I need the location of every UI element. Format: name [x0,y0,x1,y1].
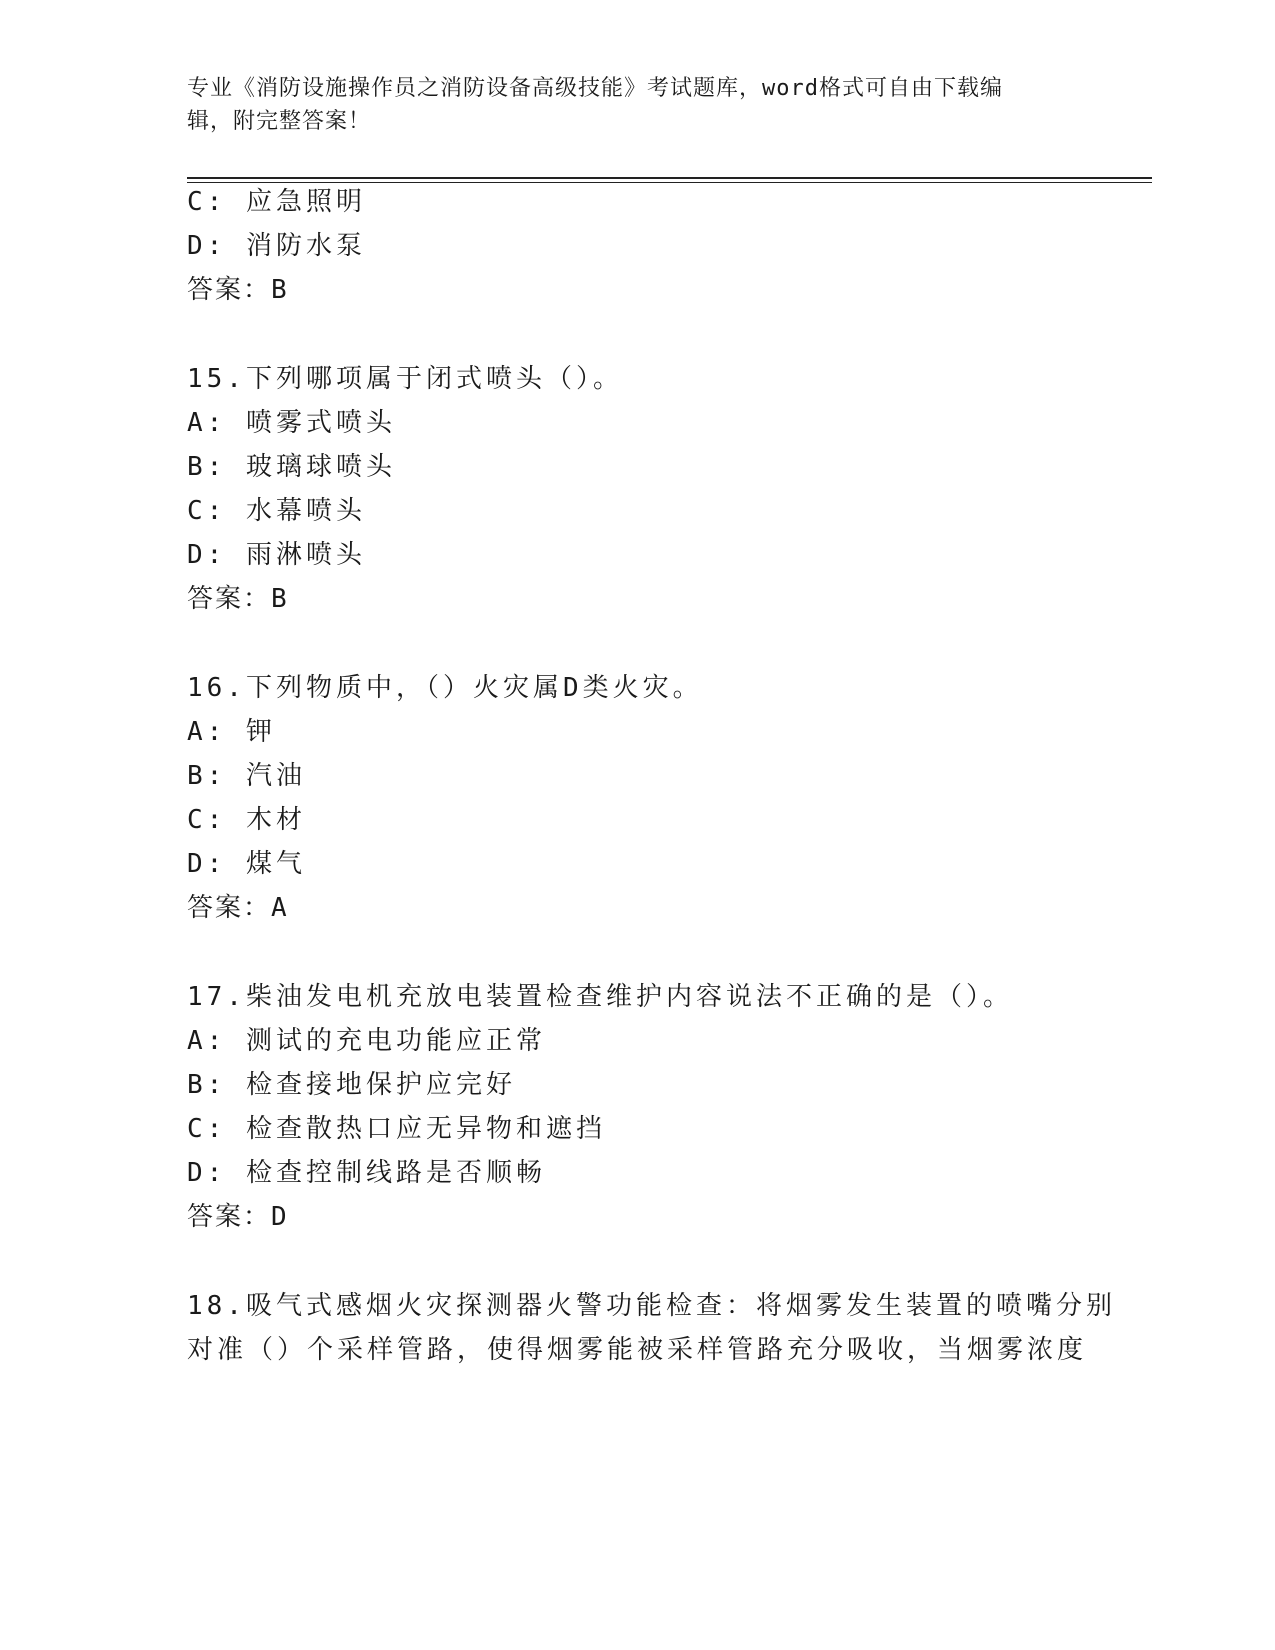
option-b: B: 检查接地保护应完好 [187,1070,516,1100]
header-line-2: 辑，附完整答案！ [187,109,372,134]
question-16: 16.下列物质中，（）火灾属D类火灾。 [187,673,703,703]
question-15: 15.下列哪项属于闭式喷头（）。 [187,364,623,394]
option-c: C: 检查散热口应无异物和遮挡 [187,1114,606,1144]
header-rule-thin [187,182,1152,183]
option-a: A: 测试的充电功能应正常 [187,1026,546,1056]
question-17: 17.柴油发电机充放电装置检查维护内容说法不正确的是（）。 [187,982,1013,1012]
option-a: A: 钾 [187,717,276,747]
option-c: C: 木材 [187,805,306,835]
answer: 答案：B [187,275,289,305]
option-c: C: 应急照明 [187,187,366,217]
document-header [187,72,1067,138]
option-d: D: 煤气 [187,849,306,879]
answer: 答案：A [187,893,289,923]
answer: 答案：B [187,584,289,614]
option-b: B: 汽油 [187,761,306,791]
option-d: D: 雨淋喷头 [187,540,366,570]
option-d: D: 消防水泵 [187,231,366,261]
option-b: B: 玻璃球喷头 [187,452,396,482]
header-rule-thick [187,177,1152,179]
answer: 答案：D [187,1202,289,1232]
question-18-line-2: 对准（）个采样管路，使得烟雾能被采样管路充分吸收，当烟雾浓度 [187,1335,1088,1365]
question-18-line-1: 18.吸气式感烟火灾探测器火警功能检查：将烟雾发生装置的喷嘴分别 [187,1291,1116,1321]
option-d: D: 检查控制线路是否顺畅 [187,1158,546,1188]
header-line-1: 专业《消防设施操作员之消防设备高级技能》考试题库，word格式可自由下载编 [187,76,1003,101]
option-c: C: 水幕喷头 [187,496,366,526]
option-a: A: 喷雾式喷头 [187,408,396,438]
